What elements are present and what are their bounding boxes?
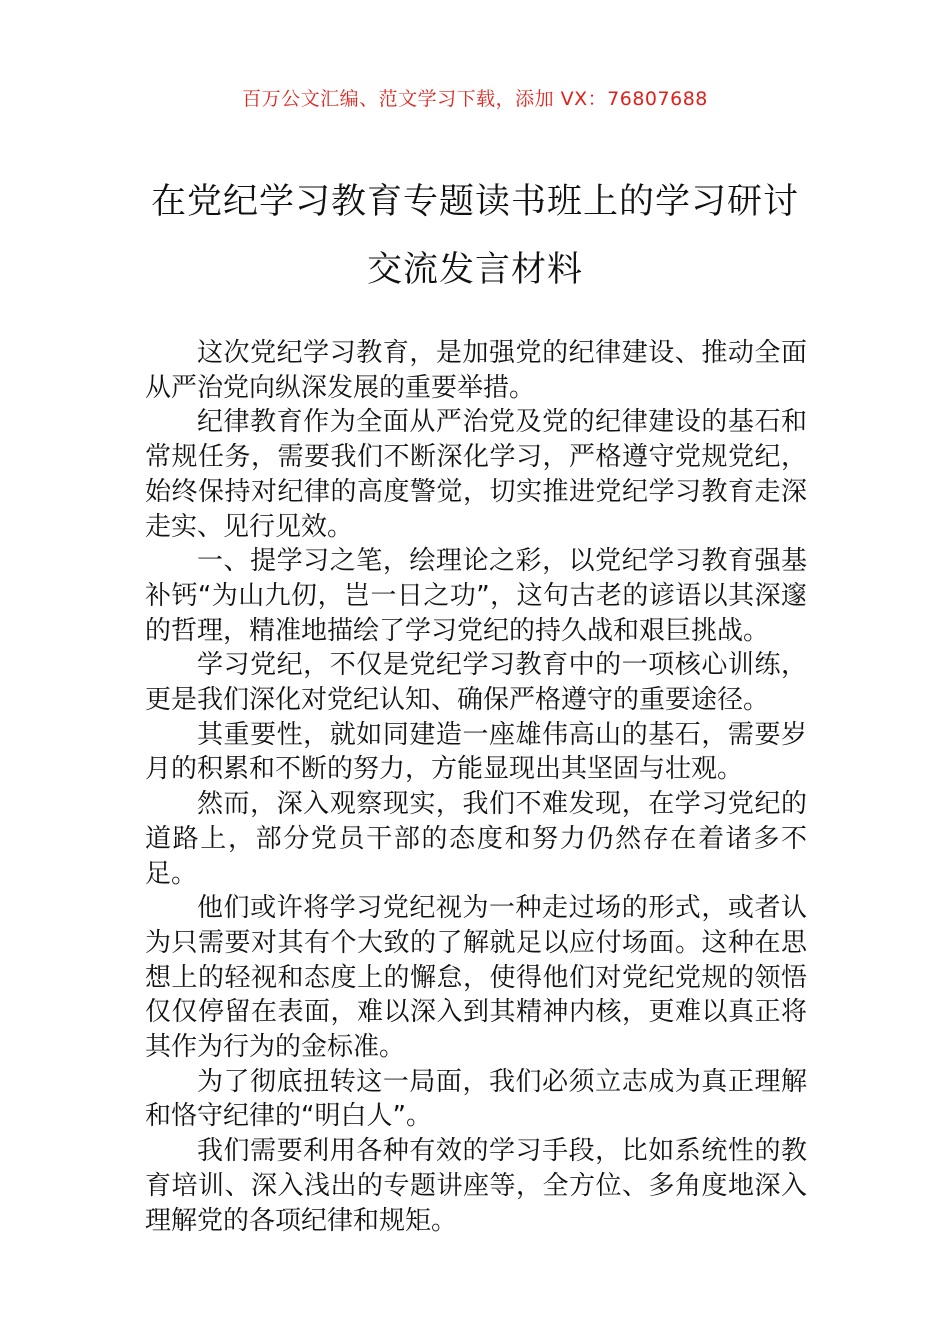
paragraph: 其重要性，就如同建造一座雄伟高山的基石，需要岁月的积累和不断的努力，方能显现出其坚固与壮观。 bbox=[145, 719, 807, 785]
paragraph: 我们需要利用各种有效的学习手段，比如系统性的教育培训、深入浅出的专题讲座等，全方位、多角度地深入理解党的各项纪律和规矩。 bbox=[145, 1136, 807, 1236]
paragraph: 他们或许将学习党纪视为一种走过场的形式，或者认为只需要对其有个大致的了解就足以应付场面。这种在思想上的轻视和态度上的懈怠，使得他们对党纪党规的领悟仅仅停留在表面，难以深入到其精神内核，更难以真正将其作为行为的金标准。 bbox=[145, 893, 807, 1063]
document-body bbox=[145, 336, 807, 1238]
document-title-line-2: 交流发言材料 bbox=[366, 250, 583, 290]
paragraph: 为了彻底扭转这一局面，我们必须立志成为真正理解和恪守纪律的“明白人”。 bbox=[145, 1066, 807, 1132]
paragraph: 这次党纪学习教育，是加强党的纪律建设、推动全面从严治党向纵深发展的重要举措。 bbox=[145, 338, 807, 403]
header-watermark-note: 百万公文汇编、范文学习下载，添加 VX：76807688 bbox=[242, 88, 708, 110]
paragraph: 学习党纪，不仅是党纪学习教育中的一项核心训练，更是我们深化对党纪认知、确保严格遵守的重要途径。 bbox=[145, 650, 807, 716]
paragraph: 纪律教育作为全面从严治党及党的纪律建设的基石和常规任务，需要我们不断深化学习，严格遵守党规党纪，始终保持对纪律的高度警觉，切实推进党纪学习教育走深走实、见行见效。 bbox=[145, 407, 807, 542]
paragraph: 然而，深入观察现实，我们不难发现，在学习党纪的道路上，部分党员干部的态度和努力仍然存在着诸多不足。 bbox=[145, 789, 807, 889]
paragraph: 一、提学习之笔，绘理论之彩，以党纪学习教育强基补钙“为山九仞，岂一日之功”，这句古老的谚语以其深邃的哲理，精准地描绘了学习党纪的持久战和艰巨挑战。 bbox=[145, 546, 807, 646]
document-title-line-1: 在党纪学习教育专题读书班上的学习研讨 bbox=[150, 182, 799, 222]
